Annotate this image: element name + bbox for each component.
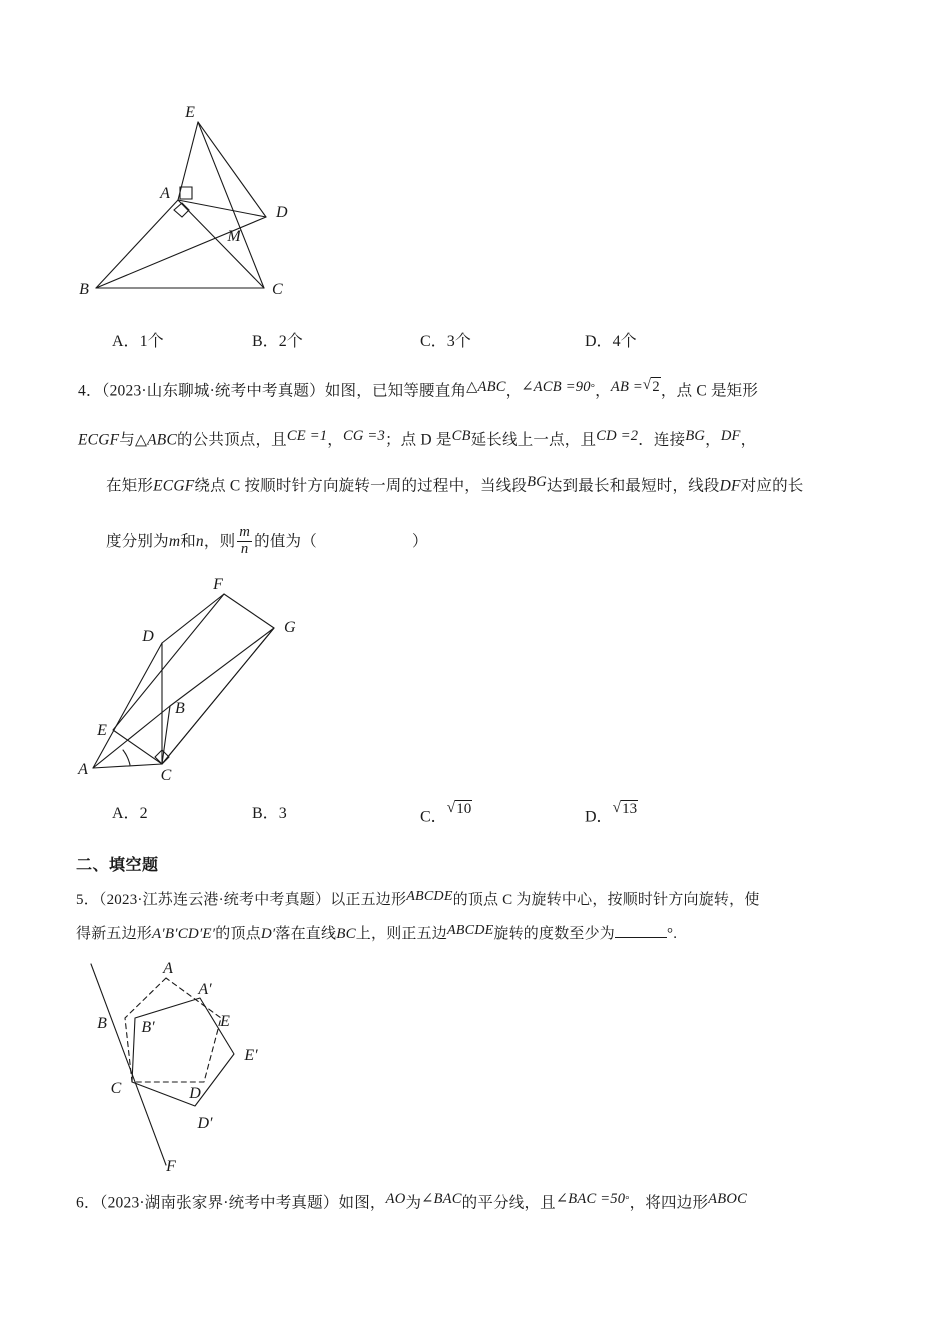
degree-sign-1: ° <box>590 382 596 394</box>
segment-ac <box>178 200 264 288</box>
question4-text-e: ；点 D 是 <box>384 431 452 449</box>
math-bc: BC <box>336 926 356 943</box>
math-n: n <box>195 532 204 550</box>
comma-5: ， <box>705 431 721 449</box>
question4-text-p: ） <box>411 532 428 550</box>
question5-number: 5． <box>76 892 99 909</box>
question4-text-b: 点 C 是矩形 <box>676 382 759 400</box>
question5-source: （2023·江苏连云港·统考中考真题） <box>98 892 331 909</box>
math-bg-2: BG <box>527 474 547 490</box>
question4-text-n: ，则 <box>203 532 236 550</box>
figure3-label-B: B <box>97 1015 107 1032</box>
line-bf <box>91 964 166 1165</box>
option-q4-D-sqrt <box>613 800 639 818</box>
question4-line2 <box>78 427 756 450</box>
figure3-label-C: C <box>110 1080 122 1097</box>
question5-text-h: °. <box>667 926 678 943</box>
figure2-canvas <box>78 578 308 783</box>
figure2-label-F: F <box>213 576 223 593</box>
option-q4-B[interactable] <box>252 800 287 823</box>
figure1-label-M: M <box>227 228 241 245</box>
segment-df <box>162 594 224 643</box>
option-q3-A[interactable] <box>112 328 164 351</box>
option-q3-B[interactable] <box>252 328 303 351</box>
fraction-numerator: m <box>239 524 251 540</box>
question4-text-h: 在矩形 <box>106 477 154 495</box>
figure1-label-C: C <box>272 281 283 298</box>
math-bg: BG <box>685 428 706 444</box>
right-angle-mark-a-lower <box>174 203 189 217</box>
math-abcde-2: ABCDE <box>447 922 494 938</box>
math-d-prime: D′ <box>260 926 276 943</box>
math-ab: AB = <box>610 379 643 395</box>
section-heading-fill-in-blank: 二、填空题 <box>76 857 159 874</box>
figure2-label-D: D <box>142 628 154 645</box>
question4-line1 <box>78 377 758 401</box>
question5-line2 <box>76 922 677 944</box>
figure2-label-A: A <box>78 761 88 778</box>
degree-sign-2: ° <box>625 1194 630 1206</box>
option-q4-A[interactable] <box>112 800 148 823</box>
figure1-label-A: A <box>160 185 170 202</box>
rectangle-ecgf <box>113 594 274 764</box>
question4-text-c: 与 <box>119 431 135 449</box>
sqrt-2-radicand: 2 <box>652 379 660 395</box>
comma-3: ， <box>660 382 677 400</box>
option-q3-C[interactable] <box>420 328 471 351</box>
comma-2: ， <box>595 382 611 400</box>
math-df-2: DF <box>719 477 741 495</box>
segment-ad <box>178 200 266 217</box>
math-abcde: ABCDE <box>406 888 453 904</box>
question4-text-a: 如图，已知等腰直角 <box>324 382 467 400</box>
option-q3-C-label: C． <box>420 333 447 350</box>
option-q3-B-value: 2个 <box>278 333 303 350</box>
question4-text-i: 绕点 C 按顺时针方向旋转一周的过程中，当线段 <box>194 477 528 495</box>
math-angle-bac: ∠BAC <box>421 1191 462 1207</box>
question6-text-a: 如图， <box>338 1194 386 1212</box>
option-q4-C[interactable] <box>420 800 472 826</box>
fraction-denominator: n <box>237 541 252 558</box>
option-q3-C-value: 3个 <box>446 333 471 350</box>
question5-text-f: 上，则正五边 <box>355 926 447 943</box>
question6-text-d: ，将四边形 <box>629 1194 709 1212</box>
segment-cg <box>162 628 274 764</box>
figure3-label-D: D <box>189 1085 201 1102</box>
fraction-m-over-n <box>237 525 252 558</box>
question5-text-d: 的顶点 <box>215 926 261 943</box>
math-ao: AO <box>385 1191 406 1207</box>
question4-text-d: 的公共顶点，且 <box>176 431 287 449</box>
question6-source: （2023·湖南张家界·统考中考真题） <box>99 1194 339 1212</box>
option-q3-D[interactable] <box>585 328 637 351</box>
math-ecgf: ECGF <box>78 431 120 449</box>
comma-6: ， <box>740 431 757 449</box>
question4-line3 <box>106 473 803 496</box>
math-cg: CG =3 <box>342 428 385 444</box>
option-q4-A-value: 2 <box>139 805 148 822</box>
figure-triangle-abc-dem <box>70 98 310 298</box>
segment-ad <box>93 643 162 768</box>
figure3-label-F: F <box>166 1158 176 1175</box>
pentagon-a-b-c-d-e-prime-solid <box>132 998 234 1106</box>
math-cb: CB <box>451 428 471 444</box>
figure3-label-A-prime: A′ <box>198 981 212 998</box>
answer-blank-q5[interactable] <box>615 937 667 938</box>
option-q4-C-radicand: 10 <box>456 801 472 817</box>
option-q3-A-label: A． <box>112 333 140 350</box>
question4-text-f: 延长线上一点，且 <box>470 431 597 449</box>
figure3-label-E: E <box>220 1013 230 1030</box>
question4-source: （2023·山东聊城·统考中考真题） <box>101 382 325 400</box>
option-q4-A-label: A． <box>112 805 140 822</box>
question4-text-g: ．连接 <box>638 431 686 449</box>
question5-text-a: 以正五边形 <box>330 892 407 909</box>
figure2-label-B: B <box>175 700 185 717</box>
math-angle-acb: ∠ACB =90 <box>521 379 591 395</box>
math-df: DF <box>720 428 741 444</box>
math-ce: CE =1 <box>286 428 328 444</box>
option-q4-D[interactable] <box>585 800 638 826</box>
segment-bg <box>170 628 274 706</box>
figure1-label-E: E <box>185 104 195 121</box>
option-q3-D-value: 4个 <box>612 333 637 350</box>
math-triangle-abc-2: △ABC <box>134 431 177 449</box>
option-q4-D-radicand: 13 <box>622 801 638 817</box>
question4-text-m: 和 <box>180 532 196 550</box>
question5-text-g: 旋转的度数至少为 <box>493 926 616 943</box>
option-q3-D-label: D． <box>585 333 613 350</box>
sqrt-2 <box>643 377 661 396</box>
figure3-label-E-prime: E′ <box>244 1047 258 1064</box>
math-abcde-prime: A′B′CD′E′ <box>152 926 216 943</box>
figure2-label-G: G <box>284 619 296 636</box>
question6-line1 <box>76 1190 747 1213</box>
right-angle-mark-a-upper <box>180 187 192 199</box>
question4-text-j: 达到最长和最短时，线段 <box>546 477 720 495</box>
segment-ac <box>93 764 162 768</box>
math-cd: CD =2 <box>596 428 639 444</box>
question5-text-c: 得新五边形 <box>76 926 153 943</box>
option-q4-B-value: 3 <box>278 805 287 822</box>
figure3-label-D-prime: D′ <box>197 1115 213 1132</box>
figure2-label-C: C <box>160 767 172 784</box>
figure3-label-A: A <box>163 960 173 977</box>
angle-arc-a <box>123 750 130 765</box>
math-triangle-abc: △ABC <box>466 379 506 395</box>
math-angle-bac-2: ∠BAC =50 <box>555 1191 626 1207</box>
math-m: m <box>168 532 181 550</box>
question6-text-c: 的平分线，且 <box>461 1194 556 1212</box>
figure1-canvas <box>70 98 310 298</box>
figure2-label-E: E <box>97 722 107 739</box>
question4-text-l: 度分别为 <box>106 532 169 550</box>
option-q3-A-value: 1个 <box>139 333 164 350</box>
question4-number: 4． <box>78 382 102 400</box>
comma-1: ， <box>505 382 522 400</box>
question5-text-b: 的顶点 C 为旋转中心，按顺时针方向旋转，使 <box>452 892 760 909</box>
question6-number: 6． <box>76 1194 100 1212</box>
question6-text-b: 为 <box>405 1194 422 1212</box>
comma-4: ， <box>327 431 343 449</box>
figure3-canvas <box>78 958 318 1173</box>
figure1-label-B: B <box>79 281 89 298</box>
figure-pentagon-rotation <box>78 958 318 1173</box>
question4-line4 <box>106 525 428 558</box>
option-q4-C-sqrt <box>447 800 473 818</box>
figure1-label-D: D <box>276 204 288 221</box>
math-aboc: ABOC <box>708 1191 747 1207</box>
question5-text-e: 落在直线 <box>275 926 337 943</box>
option-q3-B-label: B． <box>252 333 279 350</box>
option-q4-B-label: B． <box>252 805 279 822</box>
segment-ed <box>198 122 266 217</box>
question4-text-k: 对应的长 <box>740 477 804 495</box>
option-q4-C-label: C． <box>420 808 447 826</box>
math-ecgf-2: ECGF <box>153 477 195 495</box>
segment-ae <box>178 122 198 200</box>
segment-ba <box>96 200 178 288</box>
question4-text-o: 的值为（ <box>254 532 317 550</box>
segment-ec <box>198 122 264 288</box>
figure3-label-B-prime: B′ <box>141 1019 155 1036</box>
question5-line1 <box>76 888 760 910</box>
option-q4-D-label: D． <box>585 808 613 826</box>
figure-rectangle-ecgf <box>78 578 308 783</box>
